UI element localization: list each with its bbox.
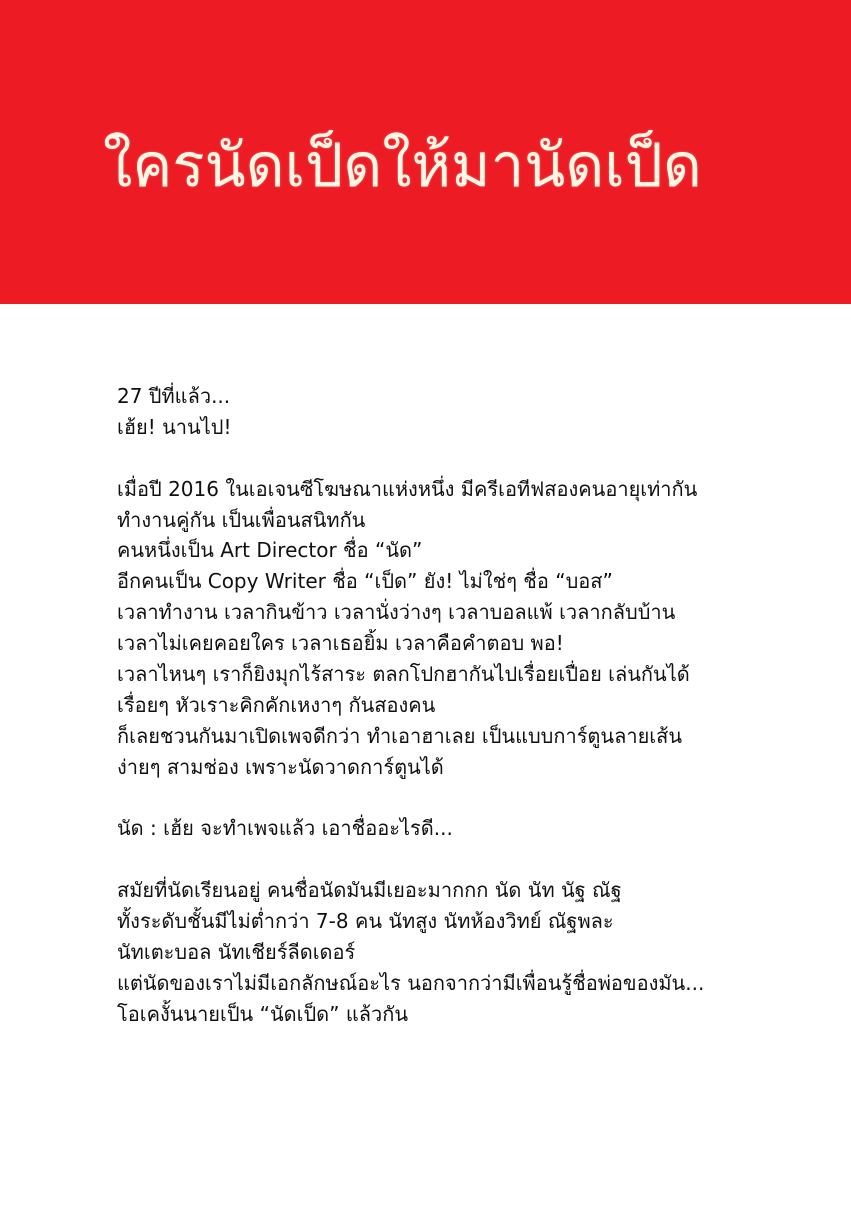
blank-line [117,783,817,814]
text-line: ทั้งระดับชั้นมีไม่ต่ำกว่า 7-8 คน นัทสูง นัทห้องวิทย์ ณัฐพละ [117,909,614,934]
text-line: เฮ้ย! นานไป! [117,414,232,439]
text-line: เวลาทำงาน เวลากินข้าว เวลานั่งว่างๆ เวลาบอลแพ้ เวลากลับบ้าน [117,600,676,625]
story-text [117,381,817,1030]
text-line: เวลาไม่เคยคอยใคร เวลาเธอยิ้ม เวลาคือคำตอบ พอ! [117,631,564,656]
text-line: ก็เลยชวนกันมาเปิดเพจดีกว่า ทำเอาฮาเลย เป็นแบบการ์ตูนลายเส้น [117,723,683,748]
text-line: 27 ปีที่แล้ว... [117,384,231,408]
text-line: อีกคนเป็น Copy Writer ชื่อ “เป็ด” ยัง! ไม่ใช่ๆ ชื่อ “บอส” [117,569,613,594]
text-line: เรื่อยๆ หัวเราะคิกคักเหงาๆ กันสองคน [117,692,436,717]
blank-line [117,443,817,474]
text-line: คนหนึ่งเป็น Art Director ชื่อ “นัด” [117,538,423,563]
blank-line [117,844,817,875]
header-banner [0,0,851,304]
text-line: ง่ายๆ สามช่อง เพราะนัดวาดการ์ตูนได้ [117,754,444,779]
text-line: เวลาไหนๆ เราก็ยิงมุกไร้สาระ ตลกโปกฮากันไปเรื่อยเปื่อย เล่นกันได้ [117,662,690,687]
text-line: แต่นัดของเราไม่มีเอกลักษณ์อะไร นอกจากว่ามีเพื่อนรู้ชื่อพ่อของมัน... [117,970,705,995]
text-line: นัทเตะบอล นัทเชียร์ลีดเดอร์ [117,940,356,965]
text-line: นัด : เฮ้ย จะทำเพจแล้ว เอาชื่ออะไรดี... [117,816,453,841]
text-line: สมัยที่นัดเรียนอยู่ คนชื่อนัดมันมีเยอะมากกก นัด นัท นัฐ ณัฐ [117,878,622,903]
page-title: ใครนัดเป็ดให้มานัดเป็ด [103,131,702,201]
text-line: ทำงานคู่กัน เป็นเพื่อนสนิทกัน [117,507,366,532]
text-line: โอเคงั้นนายเป็น “นัดเป็ด” แล้วกัน [117,1001,409,1026]
text-line: เมื่อปี 2016 ในเอเจนซีโฆษณาแห่งหนึ่ง มีครีเอทีฟสองคนอายุเท่ากัน [117,476,698,501]
